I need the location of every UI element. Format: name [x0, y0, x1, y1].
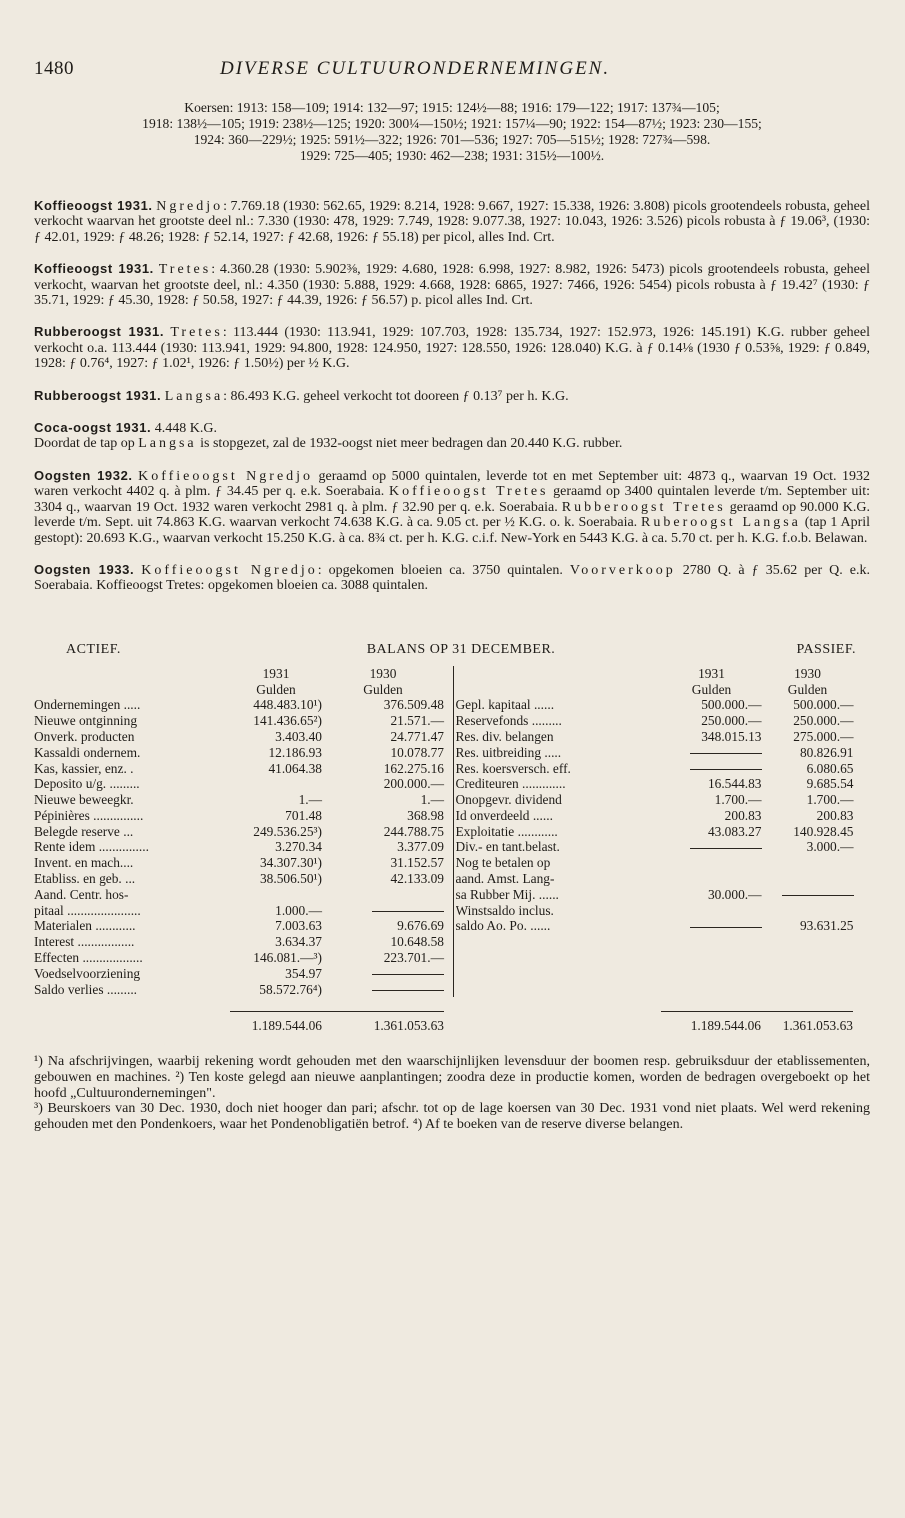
balance-row: [456, 918, 871, 934]
value-1931: 250.000.—: [701, 713, 762, 729]
row-label: Invent. en mach....: [34, 855, 134, 871]
actief-column: [34, 666, 454, 998]
passief-total-1930: 1.361.053.63: [761, 1011, 853, 1034]
row-label: Res. koersversch. eff.: [455, 760, 571, 776]
balance-row: [456, 887, 871, 903]
section-text: Doordat de tap op: [34, 436, 139, 452]
value-1930: 376.509.48: [383, 697, 444, 713]
value-1931: 3.270.34: [275, 839, 322, 855]
section-heading: Oogsten 1932.: [34, 467, 133, 483]
page: [34, 58, 870, 1146]
section-heading: Rubberoogst 1931.: [34, 387, 162, 403]
running-head: [34, 58, 870, 92]
section-heading: Rubberoogst 1931.: [34, 324, 165, 340]
section-text: : 113.444 (1930: 113.941, 1929: 107.703, 1928: 135.734, 1927: 152.973, 1926: 145.191) K.G. rubber geheel verkocht o.a. 113.444 (1930: 113.941, 1929: 94.800, 1928: 124.950, 1927: 128.550, 1926: 128.040) K.G. à ƒ 0.14⅛ (1930 ƒ 0.53⅝, 1929: ƒ 0.849, 1928: ƒ 0.76⁴, 1927: ƒ 1.02¹, 1926: ƒ 1.50½) per ½ K.G.: [34, 325, 870, 372]
value-1931: 16.544.83: [707, 776, 762, 792]
balance-row: [34, 839, 453, 855]
row-label: Onopgevr. dividend: [455, 792, 562, 808]
value-1930: 21.571.—: [390, 713, 444, 729]
value-1930: [762, 903, 854, 919]
balance-row: [34, 966, 453, 982]
dash-rule: [372, 911, 444, 912]
value-1930: [762, 871, 854, 887]
coca-oogst-1931: [34, 420, 870, 452]
balance-row: [456, 871, 871, 887]
value-1931: [662, 871, 762, 887]
row-label: Belegde reserve ...: [34, 823, 134, 839]
value-1930: 31.152.57: [390, 855, 444, 871]
value-1931: 3.403.40: [275, 728, 322, 744]
row-label: Ondernemingen .....: [34, 697, 141, 713]
value-1931: 448.483.10¹): [253, 697, 322, 713]
value-1931: 1.700.—: [714, 792, 762, 808]
row-label: pitaal ......................: [34, 902, 141, 918]
koersen-line: 1918: 138½—105; 1919: 238½—125; 1920: 300¼—150½; 1921: 157¼—90; 1922: 154—87½; 1923: 230—155;: [142, 116, 762, 131]
value-1931: 1.—: [298, 792, 322, 808]
value-1930: 3.377.09: [397, 839, 444, 855]
value-1931: 58.572.76⁴): [259, 981, 322, 997]
footnote-4: ⁴) Af te boeken van de reserve diverse belangen.: [409, 1116, 684, 1132]
value-1931: 30.000.—: [707, 886, 762, 902]
place-name: Tretes: [170, 325, 223, 341]
value-1930: 223.701.—: [383, 950, 444, 966]
balance-sheet-title: BALANS OP 31 DECEMBER.: [366, 641, 556, 657]
value-1931: 43.083.27: [707, 823, 762, 839]
oogsten-1933: [34, 562, 870, 594]
value-1931: 38.506.50¹): [259, 871, 322, 887]
balance-row: [34, 776, 453, 792]
actief-total-1931: 1.189.544.06: [230, 1011, 322, 1034]
value-1930: 10.078.77: [390, 744, 444, 760]
row-label: Nieuwe beweegkr.: [34, 792, 134, 808]
value-1931: [662, 745, 762, 761]
row-label: Winstsaldo inclus.: [455, 902, 554, 918]
value-1930: 368.98: [407, 807, 444, 823]
row-label: Res. uitbreiding .....: [455, 744, 562, 760]
row-label: Gepl. kapitaal ......: [455, 697, 555, 713]
oogsten-1932: [34, 468, 870, 546]
currency-1930: Gulden: [363, 681, 403, 697]
value-1930: 162.275.16: [383, 760, 444, 776]
section-text: 4.448 K.G.: [151, 421, 217, 437]
balance-row: [456, 808, 871, 824]
row-label: Crediteuren .............: [455, 776, 566, 792]
passief-column: [454, 666, 871, 998]
dash-rule: [690, 753, 762, 754]
estate-name: Rubberoogst Tretes: [561, 499, 726, 515]
balance-sheet-header: [34, 642, 870, 658]
section-text: geraamd op 90.000 K.G. leverde t/m. Sept. uit 74.863 K.G. waarvan verkocht 74.638 K.G. à ca. 9.05 ct. per ½ K.G. o. k. Soerabaia.: [34, 499, 870, 531]
row-label: aand. Amst. Lang-: [455, 871, 555, 887]
value-1931: [230, 887, 322, 903]
balance-row: [456, 824, 871, 840]
passief-rows: [456, 697, 871, 934]
dash-rule: [372, 990, 444, 991]
passief-total-1931: 1.189.544.06: [661, 1011, 761, 1034]
section-text: (tap 1 April gestopt): 20.693 K.G., waarvan verkocht 15.250 K.G. à ca. 8¾ ct. per h. K.G. c.i.f. New-York en 5443 K.G. à ca. 5.70 ct. per h. K.G. f.o.b. Belawan.: [34, 515, 871, 546]
currency-1930: Gulden: [787, 681, 828, 697]
row-label: Pépinières ...............: [34, 807, 144, 823]
value-1931: 701.48: [285, 807, 322, 823]
place-name: Langsa: [164, 388, 224, 404]
row-label: Res. div. belangen: [455, 728, 554, 744]
balance-row: [456, 792, 871, 808]
value-1930: 275.000.—: [793, 728, 854, 744]
estate-name: Ruberoogst Langsa: [641, 515, 801, 531]
actief-rows: [34, 697, 453, 997]
balance-row: [456, 839, 871, 855]
dash-rule: [690, 769, 762, 770]
section-heading: Koffieoogst 1931.: [34, 261, 154, 277]
value-1930: 244.788.75: [383, 823, 444, 839]
section-text: is stopgezet, zal de 1932-oogst niet meer bedragen dan 20.440 K.G. rubber.: [196, 436, 623, 452]
section-text: geraamd op 5000 quintalen, leverde tot en met September uit: 4873 q., waarvan 19 Oct. 1932 waren verkocht 4402 q. à plm. ƒ 34.45 per q. e.k. Soerabaia.: [34, 468, 871, 500]
balance-row: [456, 697, 871, 713]
balance-row: [456, 745, 871, 761]
place-name: Ngredjo: [156, 199, 224, 214]
balance-row: [34, 871, 453, 887]
year-header: [456, 666, 871, 682]
row-label: Saldo verlies .........: [34, 981, 138, 997]
section-text: geraamd op 3400 quintalen leverde t/m. September uit: 3304 q., waarvan 19 Oct. 1932 waren verkocht 2981 q. à plm. ƒ 32.90 per q. e.k. Soerabaia.: [34, 484, 870, 515]
section-heading: Oogsten 1933.: [34, 561, 135, 577]
value-1930: 10.648.58: [390, 934, 444, 950]
value-1930: 250.000.—: [793, 713, 854, 729]
section-heading: Coca-oogst 1931.: [34, 420, 152, 436]
row-label: Deposito u/g. .........: [34, 776, 140, 792]
balance-row: [456, 761, 871, 777]
value-1931: 249.536.25³): [253, 823, 322, 839]
value-1931: 41.064.38: [268, 760, 322, 776]
footnote-3: ³) Beurskoers van 30 Dec. 1930, doch niet hooger dan pari; afschr. tot op de lage koersen van 30 Dec. 1931 vond niet plaats. Wel werd rekening gehouden met den Pondenkoers, waar het Pondenobligatiën betrof.: [34, 1101, 870, 1132]
koersen-line: Koersen: 1913: 158—109; 1914: 132—97; 1915: 124½—88; 1916: 179—122; 1917: 137¾—105;: [184, 100, 720, 115]
koffieoogst-ngredjo-1931: [34, 198, 870, 245]
value-1930: 6.080.65: [806, 760, 854, 776]
year-1931: 1931: [698, 665, 725, 681]
koersen-line: 1929: 725—405; 1930: 462—238; 1931: 315½—100½.: [299, 148, 605, 163]
actief-label: ACTIEF.: [66, 641, 121, 657]
koffieoogst-tretes-1931: [34, 261, 870, 308]
value-1930: 1.700.—: [806, 792, 854, 808]
currency-1931: Gulden: [691, 681, 732, 697]
balance-row: [34, 903, 453, 919]
footnote-2: ²) Ten koste gelegd aan nieuwe aanplantingen; zoodra deze in productie komen, worden de bedragen overgeboekt op het hoofd „Cultuurondernemingen".: [34, 1070, 870, 1101]
balance-row: [34, 824, 453, 840]
value-1930: 93.631.25: [799, 918, 854, 934]
balance-row: [34, 729, 453, 745]
value-1931: 348.015.13: [701, 728, 762, 744]
value-1931: [662, 918, 762, 934]
balance-row: [34, 982, 453, 998]
place-name: Langsa: [138, 436, 197, 452]
page-number: 1480: [34, 58, 74, 79]
row-label: sa Rubber Mij. ......: [455, 886, 559, 902]
balance-row: [34, 792, 453, 808]
section-text: : 86.493 K.G. geheel verkocht tot dooreen ƒ 0.13⁷ per h. K.G.: [223, 388, 569, 404]
value-1930: [322, 982, 444, 998]
balance-row: [34, 918, 453, 934]
balance-row: [34, 887, 453, 903]
value-1931: [662, 855, 762, 871]
value-1930: [322, 887, 444, 903]
value-1930: [762, 887, 854, 903]
row-label: Voedselvoorziening: [34, 965, 141, 981]
value-1930: 1.—: [420, 792, 444, 808]
row-label: Effecten ..................: [34, 950, 143, 966]
value-1931: 34.307.30¹): [259, 855, 322, 871]
year-1930: 1930: [794, 665, 821, 681]
footnote-1: ¹) Na afschrijvingen, waarbij rekening wordt gehouden met den waarschijnlijken levensduur der boomen resp. gebruiksduur der etablissementen, gebouwen en machines.: [34, 1054, 870, 1086]
koersen-block: [34, 100, 870, 164]
dash-rule: [690, 927, 762, 928]
row-label: Rente idem ...............: [34, 839, 149, 855]
value-1930: 9.676.69: [397, 918, 444, 934]
footnotes: [34, 1054, 870, 1132]
value-1931: 200.83: [724, 807, 762, 823]
row-label: Materialen ............: [34, 918, 136, 934]
dash-rule: [372, 974, 444, 975]
row-label: Interest .................: [34, 934, 135, 950]
row-label: Exploitatie ............: [455, 823, 558, 839]
value-1931: [662, 903, 762, 919]
section-heading: Koffieoogst 1931.: [34, 198, 153, 213]
value-1930: 500.000.—: [793, 697, 854, 713]
value-1931: 3.634.37: [275, 934, 322, 950]
rubberoogst-langsa-1931: [34, 388, 870, 404]
balance-row: [456, 855, 871, 871]
balance-row: [456, 776, 871, 792]
value-1931: [230, 776, 322, 792]
balance-sheet: [34, 666, 870, 998]
value-1931: 1.000.—: [275, 902, 322, 918]
value-1930: [322, 903, 444, 919]
balance-row: [34, 745, 453, 761]
balance-row: [34, 761, 453, 777]
value-1931: 12.186.93: [268, 744, 322, 760]
section-text: : 4.360.28 (1930: 5.902⅜, 1929: 4.680, 1928: 6.998, 1927: 8.982, 1926: 5473) picols grootendeels robusta, geheel verkocht, waarvan het grootste deel, nl.: 4.350 (1930: 5.888, 1929: 4.668, 1928: 6865, 1927: 7466, 1926: 5454) picols robusta à ƒ 19.42⁷ (1930: ƒ 35.71, 1929: ƒ 45.30, 1928: ƒ 50.58, 1927: ƒ 44.39, 1926: ƒ 56.57) p. picol alles Ind. Crt.: [34, 262, 870, 309]
row-label: Id onverdeeld ......: [455, 807, 553, 823]
value-1931: 500.000.—: [701, 697, 762, 713]
balance-row: [34, 697, 453, 713]
value-1930: 42.133.09: [390, 871, 444, 887]
estate-name: Koffieoogst Ngredjo: [138, 468, 314, 484]
value-1930: 200.000.—: [383, 776, 444, 792]
currency-header: [34, 682, 453, 698]
row-label: saldo Ao. Po. ......: [455, 918, 551, 934]
row-label: Kassaldi ondernem.: [34, 744, 141, 760]
value-1931: 141.436.65²): [253, 713, 322, 729]
value-1930: 80.826.91: [799, 744, 854, 760]
value-1930: 140.928.45: [793, 823, 854, 839]
dash-rule: [690, 848, 762, 849]
value-1930: 3.000.—: [806, 839, 854, 855]
value-1930: 24.771.47: [390, 728, 444, 744]
koersen-line: 1924: 360—229½; 1925: 591½—322; 1926: 701—536; 1927: 705—515½; 1928: 727¾—598.: [193, 132, 711, 147]
dash-rule: [782, 895, 854, 896]
value-1930: [322, 966, 444, 982]
row-label: Aand. Centr. hos-: [34, 886, 129, 902]
balance-row: [456, 729, 871, 745]
value-1931: [662, 761, 762, 777]
row-label: Etabliss. en geb. ...: [34, 871, 136, 887]
year-header: [34, 666, 453, 682]
value-1931: [662, 839, 762, 855]
row-label: Reservefonds .........: [455, 713, 562, 729]
balance-row: [34, 855, 453, 871]
value-1931: 354.97: [285, 965, 322, 981]
estate-name: Koffieoogst Ngredjo: [141, 562, 318, 578]
row-label: Div.- en tant.belast.: [455, 839, 560, 855]
year-1931: 1931: [262, 665, 290, 681]
balance-row: [34, 808, 453, 824]
passief-label: PASSIEF.: [796, 641, 856, 657]
balance-row: [34, 934, 453, 950]
running-title: DIVERSE CULTUURONDERNEMINGEN.: [220, 58, 611, 79]
value-1930: 9.685.54: [806, 776, 854, 792]
year-1930: 1930: [369, 665, 397, 681]
balance-row: [456, 713, 871, 729]
value-1931: 146.081.—³): [253, 950, 322, 966]
balance-row: [34, 713, 453, 729]
section-text: : 7.769.18 (1930: 562.65, 1929: 8.214, 1928: 9.667, 1927: 15.338, 1926: 3.808) picols grootendeels robusta, geheel verkocht waarvan het grootste deel nl.: 7.330 (1930: 478, 1929: 7.749, 1928: 9.077.38, 1927: 10.043, 1926: 3.526) picols robusta à ƒ 19.06³, (1930: ƒ 42.01, 1929: ƒ 48.26; 1928: ƒ 52.14, 1927: ƒ 42.68, 1926: ƒ 55.18) per picol, alles Ind. Crt.: [34, 199, 870, 245]
section-text: 2780 Q. à ƒ 35.62 per Q. e.k. Soerabaia. Koffieoogst Tretes: opgekomen bloeien ca. 3088 quintalen.: [34, 562, 870, 594]
balance-totals: [34, 1011, 870, 1034]
place-name: Tretes: [158, 262, 212, 278]
section-text: : opgekomen bloeien ca. 3750 quintalen.: [317, 562, 570, 578]
value-1930: [762, 855, 854, 871]
balance-row: [34, 950, 453, 966]
estate-name: Voorverkoop: [569, 562, 676, 578]
actief-total-1930: 1.361.053.63: [322, 1011, 444, 1034]
value-1931: 7.003.63: [275, 918, 322, 934]
currency-header: [456, 682, 871, 698]
currency-1931: Gulden: [256, 681, 296, 697]
row-label: Kas, kassier, enz. .: [34, 760, 134, 776]
estate-name: Koffieoogst Tretes: [388, 484, 549, 500]
rubberoogst-tretes-1931: [34, 324, 870, 371]
row-label: Onverk. producten: [34, 728, 135, 744]
value-1930: 200.83: [816, 807, 854, 823]
row-label: Nieuwe ontginning: [34, 713, 138, 729]
balance-row: [456, 903, 871, 919]
row-label: Nog te betalen op: [455, 855, 551, 871]
